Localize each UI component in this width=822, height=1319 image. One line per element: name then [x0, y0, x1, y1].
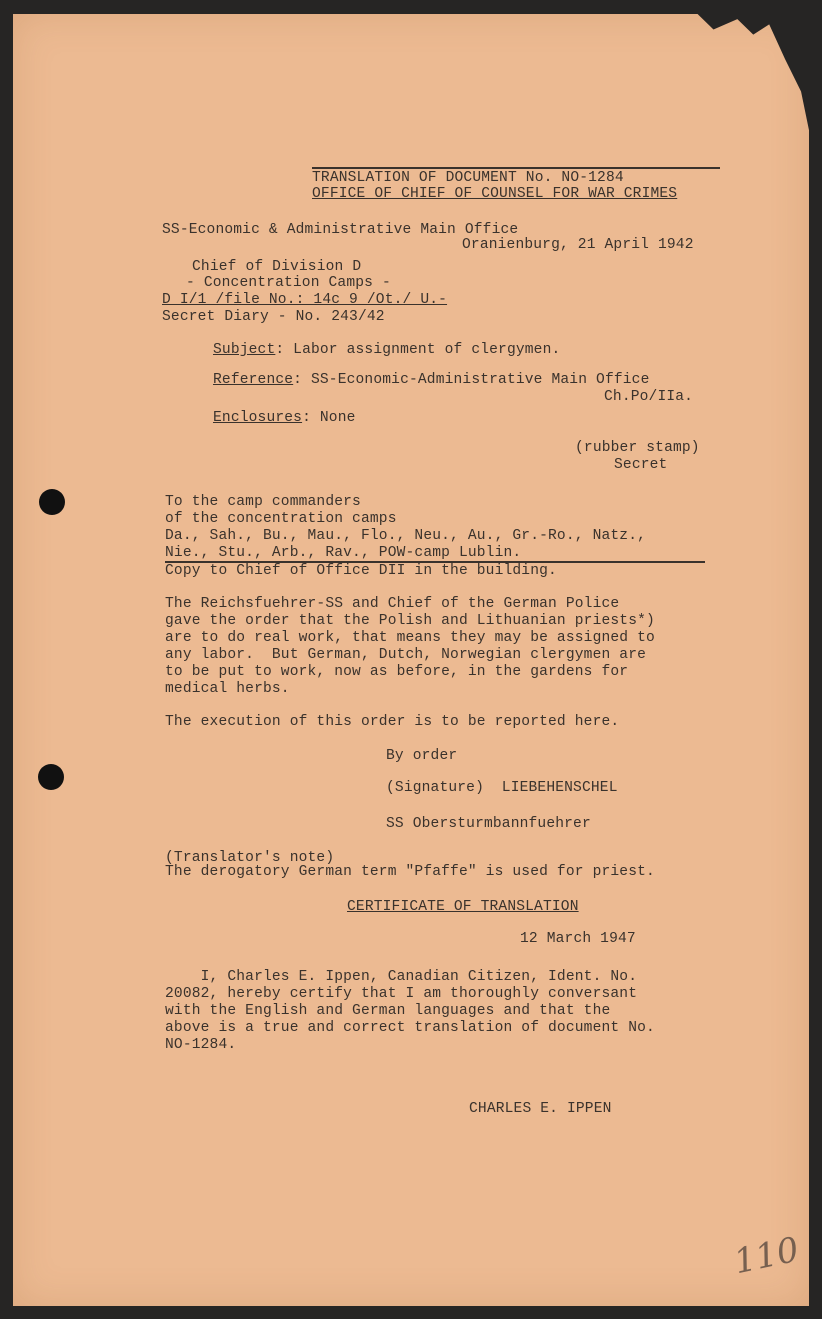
body-line-6: medical herbs.	[165, 681, 290, 697]
by-order: By order	[386, 748, 458, 764]
subject-text: : Labor assignment of clergymen.	[275, 342, 561, 358]
certificate-line-3: with the English and German languages and that the	[165, 1003, 611, 1019]
body-line-5: to be put to work, now as before, in the gardens for	[165, 664, 629, 680]
letterhead-diary: Secret Diary - No. 243/42	[162, 309, 385, 325]
certificate-title: CERTIFICATE OF TRANSLATION	[347, 899, 579, 915]
certificate-line-4: above is a true and correct translation of document No.	[165, 1020, 655, 1036]
letterhead-place-date: Oranienburg, 21 April 1942	[462, 237, 694, 253]
body-line-2: gave the order that the Polish and Lithuanian priests*)	[165, 613, 655, 629]
letterhead-office: SS-Economic & Administrative Main Office	[162, 222, 519, 238]
certificate-date: 12 March 1947	[520, 931, 636, 947]
stamp-secret: Secret	[614, 457, 668, 473]
punch-hole-top	[39, 489, 65, 515]
signer-rank: SS Obersturmbannfuehrer	[386, 816, 591, 832]
translator-note-heading: (Translator's note)	[165, 850, 335, 866]
body-line-4: any labor. But German, Dutch, Norwegian clergymen are	[165, 647, 647, 663]
enclosures-label: Enclosures	[213, 410, 303, 426]
addressees-copy: Copy to Chief of Office DII in the building.	[165, 563, 557, 579]
subject-line	[213, 342, 560, 359]
addressees-line-4: Nie., Stu., Arb., Rav., POW-camp Lublin.	[165, 545, 522, 561]
punch-hole-bottom	[38, 764, 64, 790]
addressees-line-3: Da., Sah., Bu., Mau., Flo., Neu., Au., Gr.-Ro., Natz.,	[165, 528, 647, 544]
enclosures-line	[213, 410, 356, 427]
reference-line-2: Ch.Po/IIa.	[604, 389, 694, 405]
translator-note-text: The derogatory German term "Pfaffe" is used for priest.	[165, 864, 655, 880]
addressees-line-2: of the concentration camps	[165, 511, 397, 527]
header-title: TRANSLATION OF DOCUMENT No. NO-1284	[312, 170, 624, 186]
body-line-3: are to do real work, that means they may be assigned to	[165, 630, 655, 646]
enclosures-text: : None	[302, 410, 356, 426]
header-rule-top	[312, 167, 720, 169]
body-line-1: The Reichsfuehrer-SS and Chief of the German Police	[165, 596, 620, 612]
handwritten-page-number: 110	[730, 1229, 803, 1283]
certificate-line-2: 20082, hereby certify that I am thoroughly conversant	[165, 986, 638, 1002]
body-paragraph-2: The execution of this order is to be reported here.	[165, 714, 620, 730]
signature-line: (Signature) LIEBEHENSCHEL	[386, 780, 618, 796]
reference-line	[213, 372, 649, 389]
reference-text: : SS-Economic-Administrative Main Office	[293, 372, 650, 388]
letterhead-file: D I/1 /file No.: 14c 9 /Ot./ U.-	[162, 292, 448, 308]
rubber-stamp-note: (rubber stamp)	[575, 440, 700, 456]
subject-label: Subject	[213, 342, 276, 358]
certificate-line-5: NO-1284.	[165, 1037, 237, 1053]
letterhead-chief: Chief of Division D	[192, 259, 362, 275]
header-office: OFFICE OF CHIEF OF COUNSEL FOR WAR CRIMES	[312, 186, 678, 202]
reference-label: Reference	[213, 372, 294, 388]
certificate-line-1: I, Charles E. Ippen, Canadian Citizen, Ident. No.	[165, 969, 638, 985]
letterhead-camps: - Concentration Camps -	[186, 275, 391, 291]
certificate-signer: CHARLES E. IPPEN	[469, 1101, 612, 1117]
addressees-line-1: To the camp commanders	[165, 494, 361, 510]
